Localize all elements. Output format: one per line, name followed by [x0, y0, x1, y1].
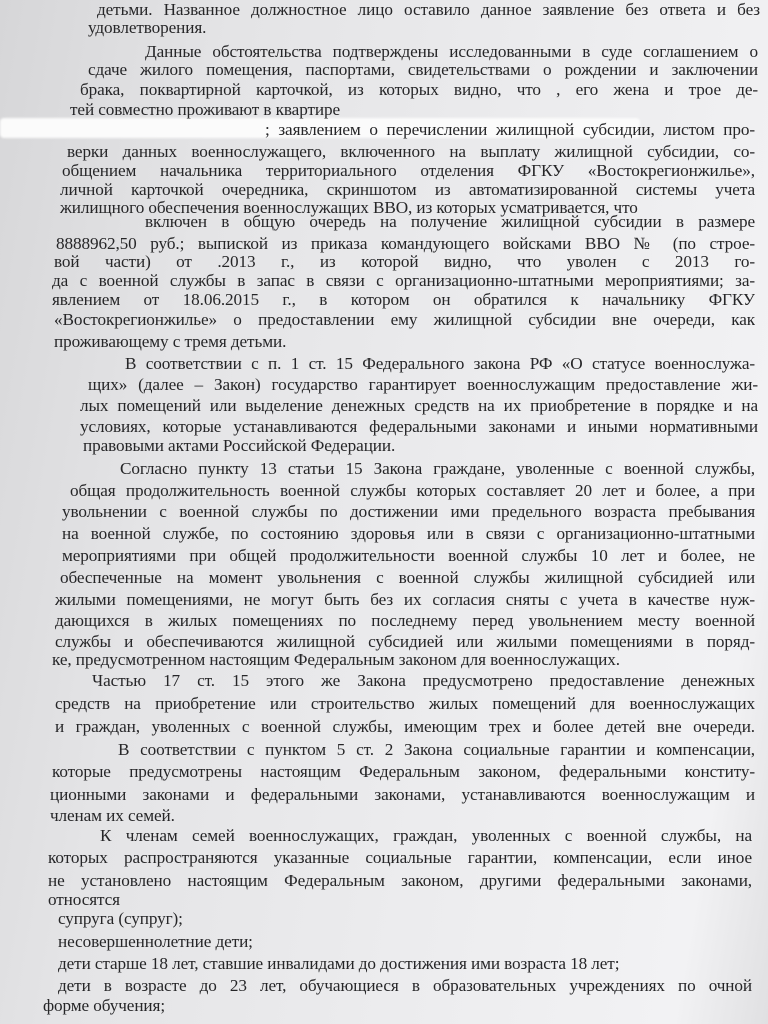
text-line: членам их семей.: [50, 806, 175, 825]
text-line: сдаче жилого помещения, паспортами, свидетельствами о рождении и заключении: [88, 60, 758, 79]
text-line: 8888962,50 руб.; выпиской из приказа командующего войсками ВВО № (по строе-: [56, 234, 755, 253]
text-line: не установлено настоящим Федеральным законом, другими федеральными законами,: [48, 871, 752, 890]
text-line: ционными законами и федеральными законами, устанавливаются военнослужащим и: [50, 785, 755, 804]
text-line: обеспеченные на момент увольнения с военной службы жилищной субсидией или: [60, 568, 755, 587]
text-line: форме обучения;: [43, 996, 165, 1015]
text-line: супруга (супруг);: [58, 909, 183, 928]
text-line: дети в возрасте до 23 лет, обучающиеся в образовательных учреждениях по очной: [58, 976, 752, 995]
text-line: которых распространяются указанные социальные гарантии, компенсации, если иное: [48, 848, 752, 867]
text-line: брака, поквартирной карточкой, из которых видно, что , его жена и трое де-: [80, 80, 758, 99]
text-line: личной карточкой очередника, скриншотом из автоматизированной системы учета: [60, 180, 755, 199]
text-line: которые предусмотрены настоящим Федеральным законом, федеральными конститу-: [52, 762, 755, 781]
text-line: жилыми помещениями, не могут быть без их согласия сняты с учета в качестве нуж-: [55, 590, 755, 609]
text-line: дающихся в жилых помещениях по последнему перед увольнением месту военной: [55, 611, 755, 630]
text-line: вой части) от .2013 г., из которой видно, что уволен с 2013 го-: [54, 252, 755, 271]
text-line: несовершеннолетние дети;: [58, 932, 253, 951]
text-line: Согласно пункту 13 статьи 15 Закона граждане, уволенные с военной службы,: [120, 459, 755, 478]
text-line: дети старше 18 лет, ставшие инвалидами до достижения ими возраста 18 лет;: [58, 954, 620, 973]
text-line: условиях, которые устанавливаются федеральными законами и иными нормативными: [80, 417, 758, 436]
text-line: удовлетворения.: [88, 18, 207, 37]
text-line: лых помещений или выделение денежных средств на их приобретение в порядке и на: [80, 396, 758, 415]
text-line: относятся: [48, 890, 120, 909]
text-line: жилищного обеспечения военнослужащих ВВО, из которых усматривается, что: [60, 198, 638, 217]
text-line: включен в общую очередь на получение жилищной субсидии в размере: [145, 212, 755, 231]
text-line: и граждан, уволенных с военной службы, имеющим трех и более детей вне очереди.: [55, 717, 755, 736]
text-line: К членам семей военнослужащих, граждан, уволенных с военной службы, на: [100, 826, 752, 845]
text-line: Данные обстоятельства подтверждены исследованными в суде соглашением о: [145, 42, 758, 61]
text-line: общая продолжительность военной службы которых составляет 20 лет и более, а при: [70, 481, 755, 500]
text-line: проживающему с тремя детьми.: [54, 332, 287, 351]
text-line: правовыми актами Российской Федерации.: [83, 436, 396, 455]
text-line: верки данных военнослужащего, включенного на выплату жилищной субсидии, со-: [67, 142, 755, 161]
text-line: на военной службе, по состоянию здоровья или в связи с организационно-штатными: [62, 524, 755, 543]
text-line: общением начальника территориального отделения ФГКУ «Востокрегионжилье»,: [62, 161, 755, 180]
text-line: В соответствии с п. 1 ст. 15 Федерального закона РФ «О статусе военнослужа-: [125, 354, 755, 373]
text-line: средств на приобретение или строительство жилых помещений для военнослужащих: [55, 694, 755, 713]
text-line: увольнении с военной службы по достижении ими предельного возраста пребывания: [62, 502, 755, 521]
text-line: службы и обеспечиваются жилищной субсидией или жилыми помещениями в поряд-: [55, 632, 755, 651]
text-line: В соответствии с пунктом 5 ст. 2 Закона социальные гарантии и компенсации,: [118, 740, 755, 759]
text-line: Частью 17 ст. 15 этого же Закона предусмотрено предоставление денежных: [92, 671, 755, 690]
text-line: тей совместно проживают в квартире: [70, 100, 340, 119]
text-line: ке, предусмотренном настоящим Федеральным законом для военнослужащих.: [52, 650, 620, 669]
text-line: да с военной службы в запас в связи с организационно-штатными мероприятиями; за-: [52, 271, 755, 290]
text-line: «Востокрегионжилье» о предоставлении ему жилищной субсидии вне очереди, как: [54, 310, 755, 329]
text-line: ; заявлением о перечислении жилищной субсидии, листом про-: [265, 120, 755, 139]
text-line: мероприятиями при общей продолжительности военной службы 10 лет и более, не: [62, 546, 755, 565]
text-line: явлением от 18.06.2015 г., в котором он обратился к начальнику ФГКУ: [52, 290, 755, 309]
text-line: щих» (далее – Закон) государство гарантирует военнослужащим предоставление жи-: [88, 375, 758, 394]
text-line: детьми. Названное должностное лицо оставило данное заявление без ответа и без: [97, 0, 760, 19]
